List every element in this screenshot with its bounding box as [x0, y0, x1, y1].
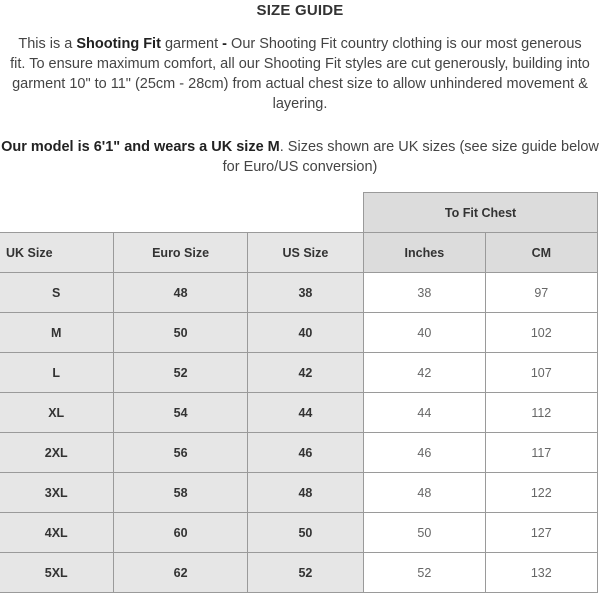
- table-row: [0, 393, 598, 433]
- us-size-cell: 52: [247, 553, 363, 593]
- euro-size-cell: 56: [114, 433, 247, 473]
- uk-size-cell: 3XL: [0, 473, 114, 513]
- uk-size-cell: 2XL: [0, 433, 114, 473]
- us-size-header: US Size: [247, 233, 363, 273]
- model-line-2: for Euro/US conversion): [222, 159, 378, 175]
- inches-cell: 52: [364, 553, 485, 593]
- table-row: [0, 513, 598, 553]
- intro-paragraph: [0, 34, 600, 114]
- uk-size-cell: 4XL: [0, 513, 114, 553]
- table-row: [0, 473, 598, 513]
- euro-size-header: Euro Size: [114, 233, 247, 273]
- size-table: [0, 192, 598, 593]
- cm-header: CM: [485, 233, 597, 273]
- cm-cell: 97: [485, 273, 597, 313]
- intro-line-3: garment 10" to 11" (25cm - 28cm) from actual chest size to allow unhindered movement &: [12, 76, 588, 92]
- euro-size-cell: 60: [114, 513, 247, 553]
- cm-cell: 102: [485, 313, 597, 353]
- cm-cell: 107: [485, 353, 597, 393]
- table-row: [0, 273, 598, 313]
- table-header-row: [0, 233, 598, 273]
- euro-size-cell: 58: [114, 473, 247, 513]
- model-info: Our model is 6'1" and wears a UK size M: [1, 139, 280, 155]
- inches-header: Inches: [364, 233, 485, 273]
- euro-size-cell: 54: [114, 393, 247, 433]
- to-fit-chest-header: To Fit Chest: [364, 193, 598, 233]
- model-line-1: Our model is 6'1" and wears a UK size M. Sizes shown are UK sizes (see size guide below: [1, 139, 599, 155]
- table-group-header-row: [0, 193, 598, 233]
- cm-cell: 112: [485, 393, 597, 433]
- model-paragraph: [0, 137, 600, 177]
- us-size-cell: 50: [247, 513, 363, 553]
- uk-size-cell: XL: [0, 393, 114, 433]
- table-row: [0, 433, 598, 473]
- intro-line-2: fit. To ensure maximum comfort, all our Shooting Fit styles are cut generously, building into: [10, 56, 590, 72]
- euro-size-cell: 50: [114, 313, 247, 353]
- us-size-cell: 38: [247, 273, 363, 313]
- cm-cell: 132: [485, 553, 597, 593]
- uk-size-cell: L: [0, 353, 114, 393]
- uk-size-cell: M: [0, 313, 114, 353]
- us-size-cell: 46: [247, 433, 363, 473]
- us-size-cell: 40: [247, 313, 363, 353]
- euro-size-cell: 62: [114, 553, 247, 593]
- inches-cell: 46: [364, 433, 485, 473]
- fit-name: Shooting Fit: [76, 36, 161, 52]
- uk-size-cell: 5XL: [0, 553, 114, 593]
- intro-line-4: layering.: [272, 96, 328, 112]
- cm-cell: 122: [485, 473, 597, 513]
- uk-size-header: UK Size: [0, 233, 114, 273]
- us-size-cell: 42: [247, 353, 363, 393]
- euro-size-cell: 48: [114, 273, 247, 313]
- uk-size-cell: S: [0, 273, 114, 313]
- euro-size-cell: 52: [114, 353, 247, 393]
- table-row: [0, 353, 598, 393]
- inches-cell: 50: [364, 513, 485, 553]
- inches-cell: 42: [364, 353, 485, 393]
- intro-line-1: This is a Shooting Fit garment - Our Shooting Fit country clothing is our most generous: [18, 36, 582, 52]
- inches-cell: 44: [364, 393, 485, 433]
- inches-cell: 38: [364, 273, 485, 313]
- us-size-cell: 48: [247, 473, 363, 513]
- table-row: [0, 313, 598, 353]
- table-body: [0, 273, 598, 593]
- inches-cell: 40: [364, 313, 485, 353]
- cm-cell: 117: [485, 433, 597, 473]
- us-size-cell: 44: [247, 393, 363, 433]
- inches-cell: 48: [364, 473, 485, 513]
- table-row: [0, 553, 598, 593]
- cm-cell: 127: [485, 513, 597, 553]
- page-title: SIZE GUIDE: [256, 2, 344, 19]
